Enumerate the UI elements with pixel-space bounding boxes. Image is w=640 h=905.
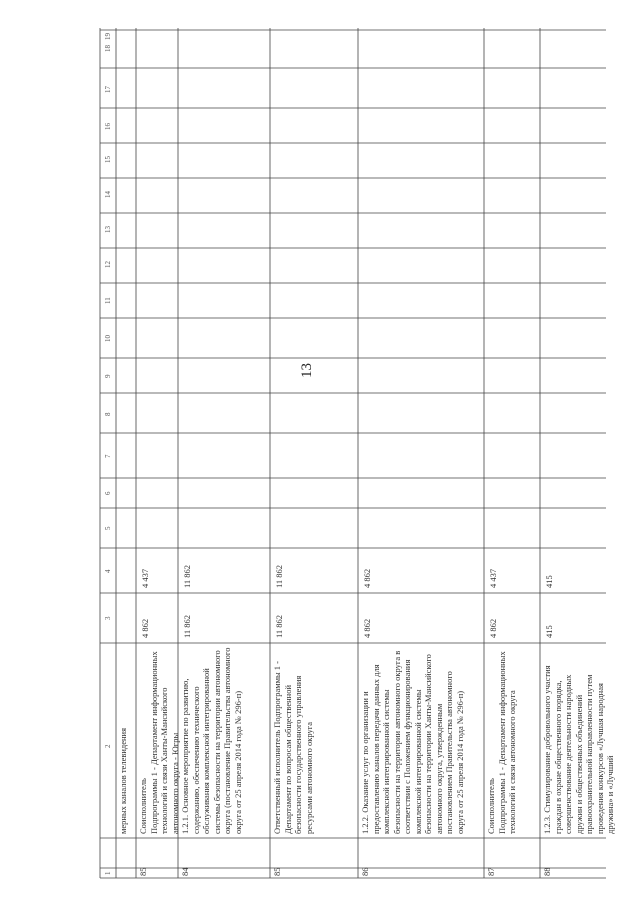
row-value: 11 862 bbox=[182, 614, 192, 638]
column-number: 3 bbox=[104, 616, 112, 620]
column-number: 11 bbox=[104, 297, 112, 304]
column-number: 19 bbox=[104, 33, 112, 40]
column-number: 4 bbox=[104, 569, 112, 573]
row-text: 1.2.3. Стимулирование добровольного участия граждан в охране общественного порядка, совершенствование деятельности народных дружин и общественных объединений правоохранительной направленности путем проведения конкурсов «Лучшая народная дружина» и «Лучший bbox=[542, 665, 615, 834]
row-number: 85 bbox=[272, 867, 282, 876]
row-text: мерных каналов телевидения bbox=[118, 727, 128, 834]
column-number: 10 bbox=[104, 335, 112, 342]
page-number: 13 bbox=[299, 363, 315, 378]
row-value: 4 437 bbox=[488, 568, 498, 588]
column-number: 8 bbox=[104, 412, 112, 416]
rotated-table bbox=[100, 28, 615, 878]
row-text: Ответственный исполнитель Подпрограммы 1 - Департамент по вопросам общественной безопасности государственного управления ресурсами автономного округа bbox=[272, 660, 314, 834]
column-number: 7 bbox=[104, 454, 112, 458]
row-value: 4 862 bbox=[140, 618, 150, 638]
column-number: 14 bbox=[104, 191, 112, 198]
row-text: 1.2.1. Основное мероприятие по развитию, содержанию, обеспечению технического обслуживания комплексной интегрированной системы безопасности на территории автономного округа (постановление Правительства автономного округа от 25 апреля 2014 года № 296-п) bbox=[180, 647, 243, 834]
column-number: 9 bbox=[104, 374, 112, 378]
row-value: 4 437 bbox=[140, 568, 150, 588]
row-text: Соисполнитель Подпрограммы 1 - Департамент информационных технологий и связи автономного округа bbox=[486, 651, 517, 834]
row-number: 85 bbox=[138, 867, 148, 876]
row-number: 84 bbox=[180, 867, 190, 876]
row-value: 4 862 bbox=[362, 618, 372, 638]
row-text: Соисполнитель Подпрограммы 1 - Департамент информационных технологий и связи Ханты-Мансийского автономного округа - Югры bbox=[138, 651, 180, 834]
column-number: 18 bbox=[104, 45, 112, 52]
row-text: 1.2.2. Оказание услуг по организации и предоставлению каналов передачи данных для комплексной интегрированной системы безопасности на территории автономного округа в соответствии с Положением функционирования комплексной интегрированной системы безопасности на территории Ханты-Мансийского автономного округа, утвержденным постановлением Правительства автономного округа от 25 апреля 2014 года № 296-п) bbox=[360, 650, 465, 834]
column-number: 6 bbox=[104, 491, 112, 495]
row-value: 4 862 bbox=[362, 568, 372, 588]
column-number: 15 bbox=[104, 156, 112, 163]
column-number: 1 bbox=[104, 871, 112, 875]
row-value: 415 bbox=[544, 575, 554, 588]
column-number: 13 bbox=[104, 226, 112, 233]
column-number: 12 bbox=[104, 261, 112, 268]
column-number: 17 bbox=[104, 86, 112, 93]
column-number: 16 bbox=[104, 123, 112, 130]
row-value: 11 862 bbox=[274, 614, 284, 638]
row-value: 4 862 bbox=[488, 618, 498, 638]
row-number: 87 bbox=[486, 867, 496, 876]
row-value: 415 bbox=[544, 625, 554, 638]
row-value: 11 862 bbox=[274, 564, 284, 588]
column-number: 5 bbox=[104, 526, 112, 530]
column-number: 2 bbox=[104, 744, 112, 748]
row-number: 86 bbox=[360, 867, 370, 876]
row-number: 88 bbox=[542, 867, 552, 876]
row-value: 11 862 bbox=[182, 564, 192, 588]
